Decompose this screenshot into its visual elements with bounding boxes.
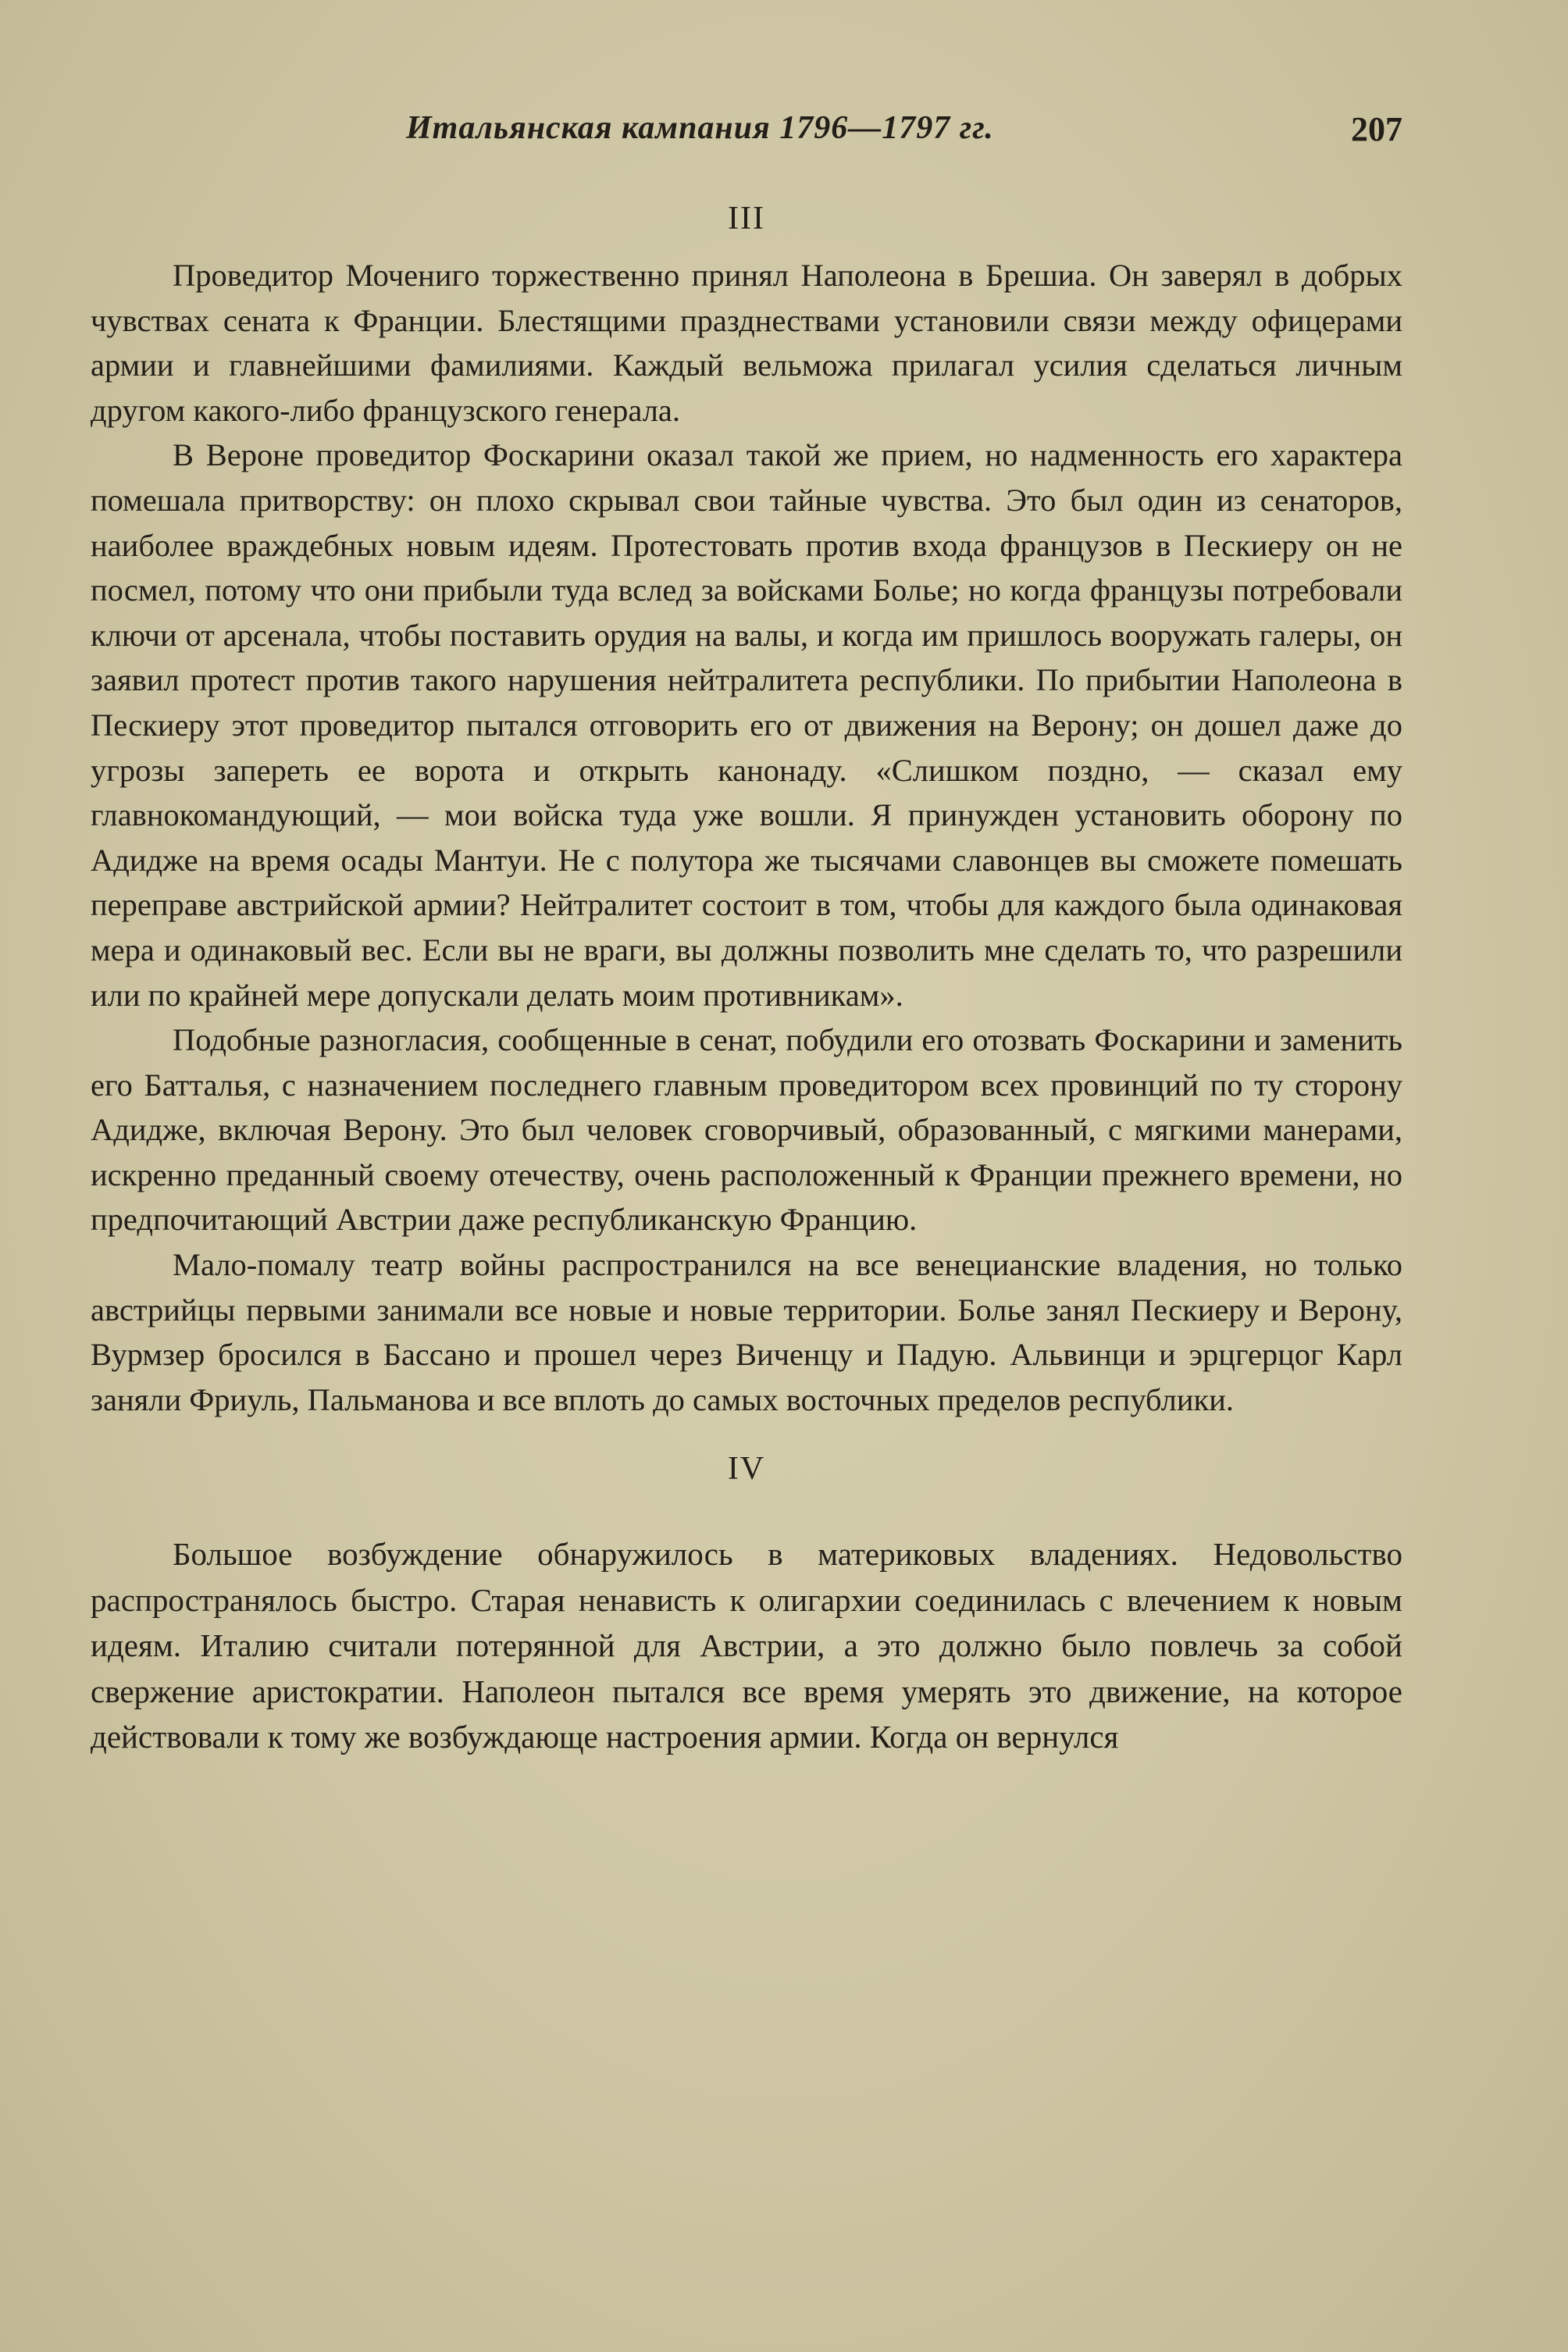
paragraph: Подобные разногласия, сообщенные в сенат, побудили его отозвать Фоскарини и заменить его Батталья, с назначением последнего главным проведитором всех провинций по ту сторону Адидже, включая Верону. Это был человек сговорчивый, образованный, с мягкими манерами, искренно преданный своему отечеству, очень расположенный к Франции прежнего времени, но предпочитающий Австрии даже республиканскую Францию. <box>91 1022 1402 1238</box>
paragraph: Проведитор Мочениго торжественно принял Наполеона в Брешиа. Он заверял в добрых чувствах сената к Франции. Блестящими празднествами установили связи между офицерами армии и главнейшими фамилиями. Каждый вельможа прилагал усилия сделаться личным другом какого-либо французского генерала. <box>91 258 1402 428</box>
section-heading: IV <box>727 1451 766 1488</box>
section-iii <box>91 195 1402 1422</box>
page-number: 207 <box>1351 110 1402 148</box>
paragraph: В Вероне проведитор Фоскарини оказал такой же прием, но надменность его характера помешала притворству: он плохо скрывал свои тайные чувства. Это был один из сенаторов, наиболее враждебных новым идеям. Протестовать против входа французов в Пескиеру он не посмел, потому что они прибыли туда вслед за войсками Болье; но когда французы потребовали ключи от арсенала, чтобы поставить орудия на валы, и когда им пришлось вооружать галеры, он заявил протест против такого нарушения нейтралитета республики. По прибытии Наполеона в Пескиеру этот проведитор пытался отговорить его от движения на Верону; он дошел даже до угрозы запереть ее ворота и открыть канонаду. «Слишком поздно, — сказал ему главнокомандующий, — мои войска туда уже вошли. Я принужден установить оборону по Адидже на время осады Мантуи. Не с полутора же тысячами славонцев вы сможете помешать переправе австрийской армии? Нейтралитет состоит в том, чтобы для каждого была одинаковая мера и одинаковый вес. Если вы не враги, вы должны позволить мне сделать то, что разрешили или по крайней мере допускали делать моим противникам». <box>91 437 1402 1013</box>
running-head <box>0 109 1568 156</box>
paragraph: Большое возбуждение обнаружилось в материковых владениях. Недовольство распространялось быстро. Старая ненависть к олигархии соединилась с влечением к новым идеям. Италию считали потерянной для Австрии, а это должно было повлечь за собой свержение аристократии. Наполеон пытался все время умерять это движение, на которое действовали к тому же возбуждающе настроения армии. Когда он вернулся <box>91 1536 1402 1755</box>
section-heading: III <box>728 201 765 237</box>
running-title: Итальянская кампания 1796—1797 гг. <box>406 110 994 146</box>
section-iv <box>91 1445 1402 1760</box>
body-text <box>91 195 1402 1760</box>
paragraph: Мало-помалу театр войны распространился на все венецианские владения, но только австрийцы первыми занимали все новые и новые территории. Болье занял Пескиеру и Верону, Вурмзер бросился в Бассано и прошел через Виченцу и Падую. Альвинци и эрцгерцог Карл заняли Фриуль, Пальманова и все вплоть до самых восточных пределов республики. <box>91 1247 1402 1417</box>
